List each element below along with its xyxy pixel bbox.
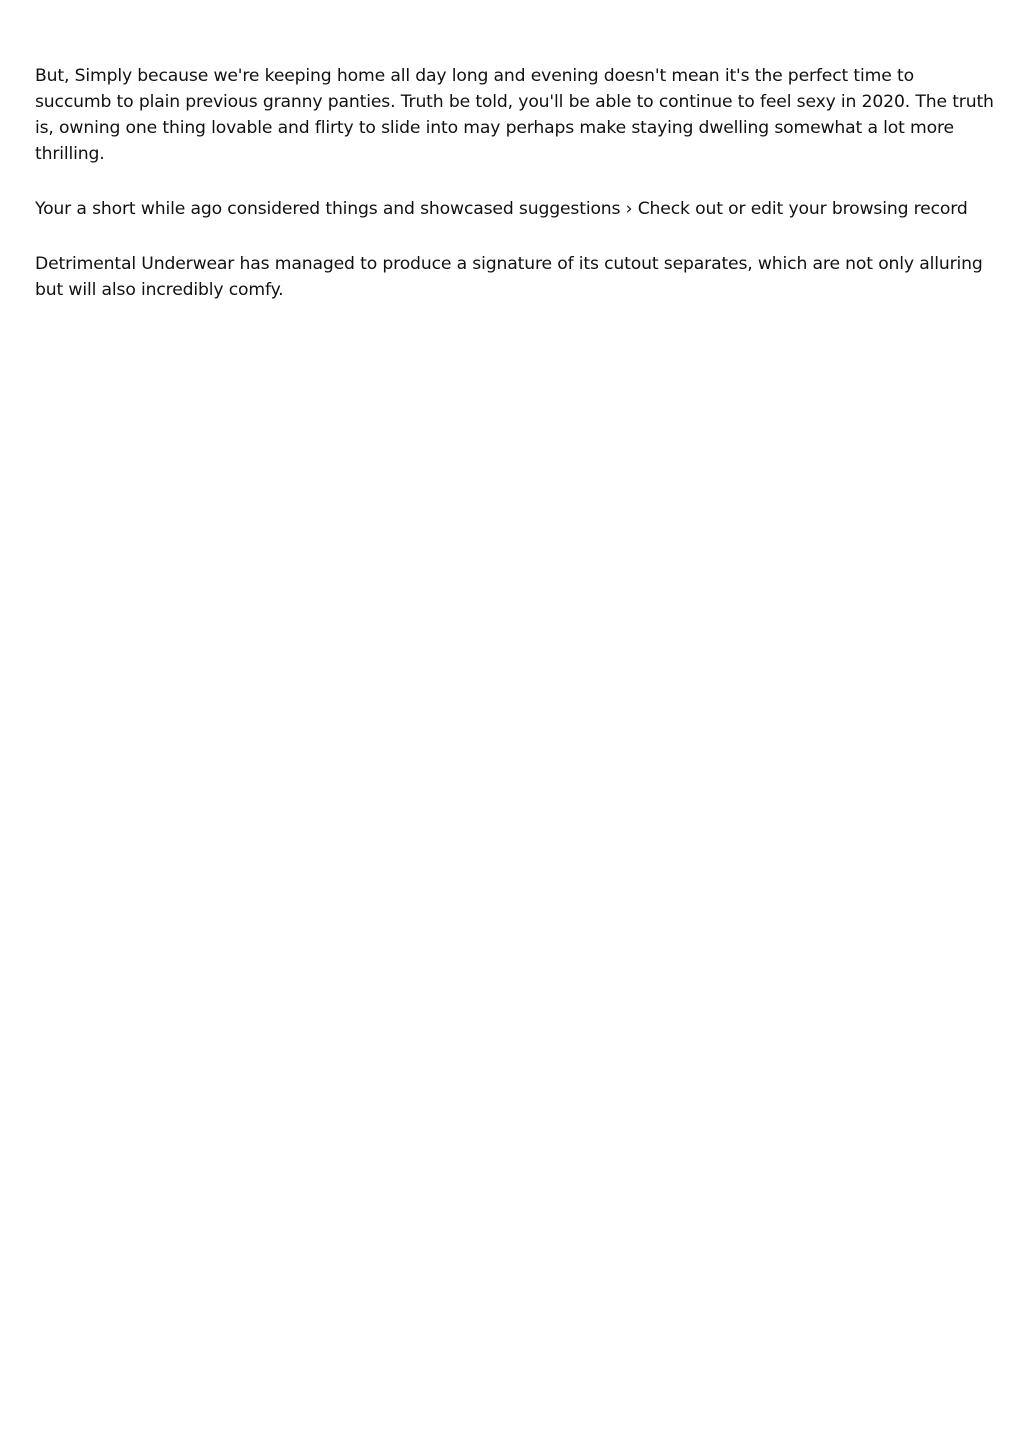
document-body (35, 63, 995, 332)
paragraph-underwear: Detrimental Underwear has managed to produce a signature of its cutout separates, which are not only alluring but will also incredibly comfy. (35, 254, 983, 300)
paragraph-intro: But, Simply because we're keeping home all day long and evening doesn't mean it's the perfect time to succumb to plain previous granny panties. Truth be told, you'll be able to continue to feel sexy in 2020. The truth is, owning one thing lovable and flirty to slide into may perhaps make staying dwelling somewhat a lot more thrilling. (35, 66, 994, 164)
paragraph-browsing-history: Your a short while ago considered things and showcased suggestions › Check out or edit your browsing record (35, 199, 968, 219)
